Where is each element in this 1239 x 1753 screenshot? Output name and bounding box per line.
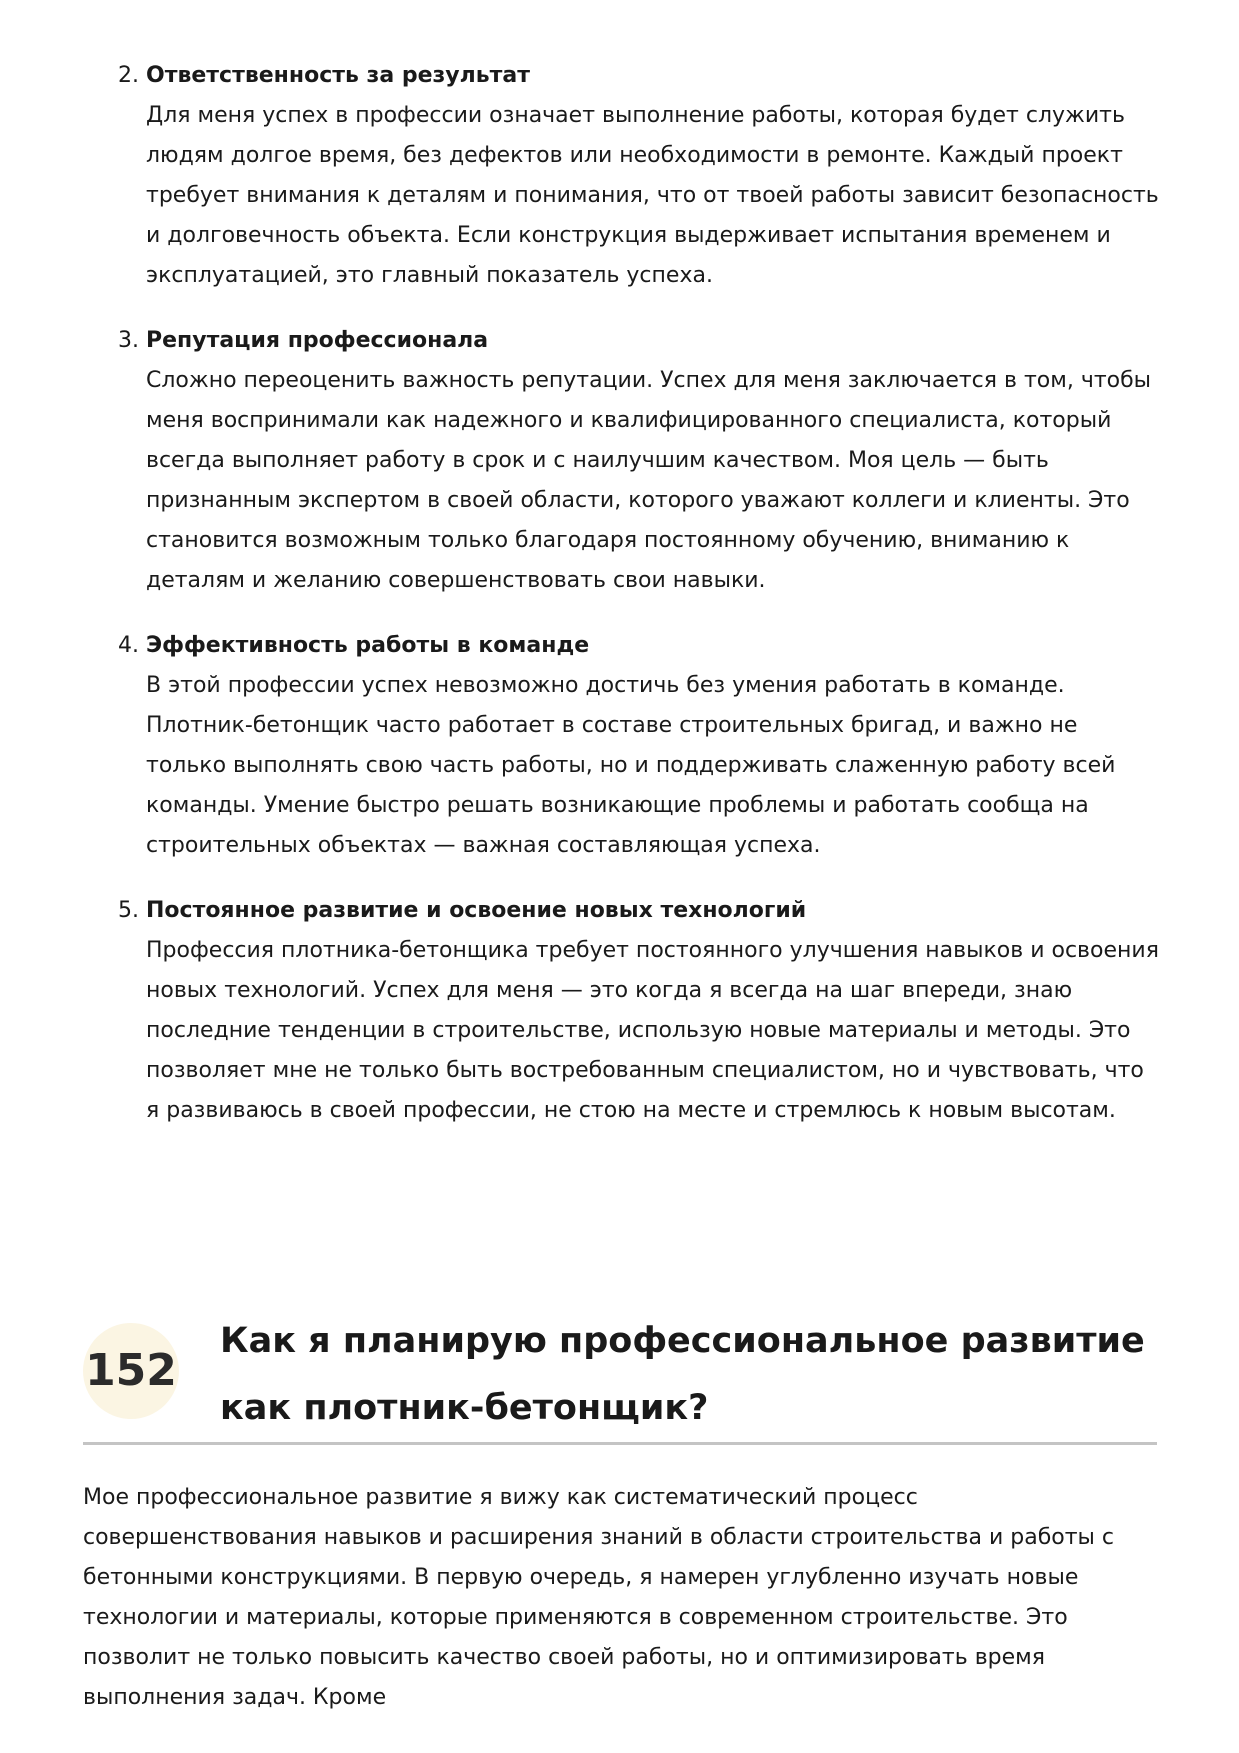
list-item (0, 626, 1239, 866)
list-item-number: 3. (118, 328, 139, 353)
section-body-text: Мое профессиональное развитие я вижу как систематический процесс совершенствования навыков и расширения знаний в области строительства и работы с бетонными конструкциями. В первую очередь, я намерен углубленно изучать новые технологии и материалы, которые применяются в современном строительстве. Это позволит не только повысить качество своей работы, но и оптимизировать время выполнения задач. Кроме (83, 1485, 1115, 1710)
numbered-list (0, 56, 1239, 1156)
list-item-title: Ответственность за результат (146, 63, 531, 88)
list-item-title: Эффективность работы в команде (146, 633, 590, 658)
section-header (83, 1308, 1157, 1445)
list-item (0, 56, 1239, 296)
list-item-number: 2. (118, 63, 139, 88)
list-item-title: Репутация профессионала (146, 328, 489, 353)
section-title: Как я планирую профессиональное развитие как плотник-бетонщик? (220, 1321, 1145, 1428)
list-item-number: 4. (118, 633, 139, 658)
list-item-number: 5. (118, 898, 139, 923)
list-item-body: Сложно переоценить важность репутации. Успех для меня заключается в том, чтобы меня воспринимали как надежного и квалифицированного специалиста, который всегда выполняет работу в срок и с наилучшим качеством. Моя цель — быть признанным экспертом в своей области, которого уважают коллеги и клиенты. Это становится возможным только благодаря постоянному обучению, вниманию к деталям и желанию совершенствовать свои навыки. (146, 368, 1152, 593)
list-item-title: Постоянное развитие и освоение новых технологий (146, 898, 807, 923)
list-item-body: Профессия плотника-бетонщика требует постоянного улучшения навыков и освоения новых технологий. Успех для меня — это когда я всегда на шаг впереди, знаю последние тенденции в строительстве, использую новые материалы и методы. Это позволяет мне не только быть востребованным специалистом, но и чувствовать, что я развиваюсь в своей профессии, не стою на месте и стремлюсь к новым высотам. (146, 938, 1159, 1123)
list-item-body: Для меня успех в профессии означает выполнение работы, которая будет служить людям долгое время, без дефектов или необходимости в ремонте. Каждый проект требует внимания к деталям и понимания, что от твоей работы зависит безопасность и долговечность объекта. Если конструкция выдерживает испытания временем и эксплуатацией, это главный показатель успеха. (146, 103, 1159, 288)
list-item-body: В этой профессии успех невозможно достичь без умения работать в команде. Плотник-бетонщик часто работает в составе строительных бригад, и важно не только выполнять свою часть работы, но и поддерживать слаженную работу всей команды. Умение быстро решать возникающие проблемы и работать сообща на строительных объектах — важная составляющая успеха. (146, 673, 1116, 858)
section-number-badge: 152 (83, 1323, 179, 1419)
list-item (0, 891, 1239, 1131)
list-item (0, 321, 1239, 601)
